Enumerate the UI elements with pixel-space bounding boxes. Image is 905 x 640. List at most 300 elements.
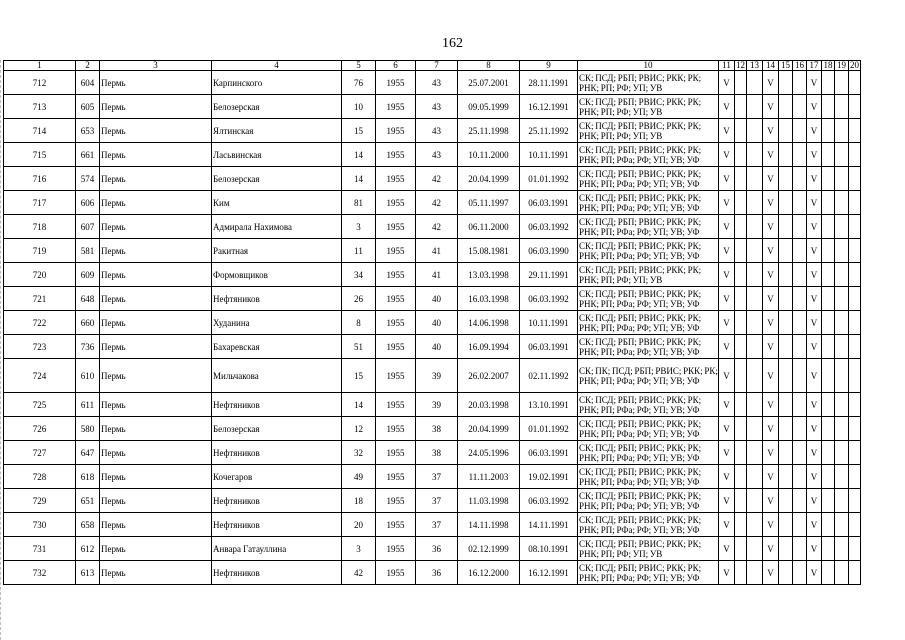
column-header-6: 6 (376, 61, 416, 71)
table-header (4, 61, 861, 71)
empty-cell-col-16 (793, 119, 807, 143)
date2-cell: 06.03.1991 (520, 191, 578, 215)
empty-cell-col-12 (735, 489, 747, 513)
column-header-8: 8 (458, 61, 520, 71)
record-id: 648 (76, 287, 100, 311)
check-mark-col-17: V (807, 441, 822, 465)
empty-cell-col-19 (835, 441, 849, 465)
check-mark-col-11: V (719, 465, 735, 489)
codes-cell: СК; ПСД; РБП; РВИС; РКК; РК; РНК; РП; РФа; РФ; УП; УВ; УФ (578, 335, 719, 359)
date1-cell: 14.11.1998 (458, 513, 520, 537)
empty-cell-col-19 (835, 513, 849, 537)
col7-cell: 40 (416, 311, 458, 335)
date1-cell: 15.08.1981 (458, 239, 520, 263)
check-mark-col-11: V (719, 417, 735, 441)
date2-cell: 06.03.1991 (520, 335, 578, 359)
year-cell: 1955 (376, 359, 416, 393)
empty-cell-col-19 (835, 489, 849, 513)
check-mark-col-11: V (719, 335, 735, 359)
table-row (4, 263, 861, 287)
check-mark-col-17: V (807, 215, 822, 239)
empty-cell-col-20 (849, 239, 861, 263)
city-cell: Пермь (100, 167, 212, 191)
street-cell: Анвара Гатауллина (212, 537, 342, 561)
empty-cell-col-20 (849, 537, 861, 561)
record-id: 604 (76, 71, 100, 95)
page-number: 162 (442, 36, 463, 51)
empty-cell-col-16 (793, 335, 807, 359)
street-cell: Белозерская (212, 95, 342, 119)
codes-cell: СК; ПСД; РБП; РВИС; РКК; РК; РНК; РП; РФа; РФ; УП; УВ; УФ (578, 513, 719, 537)
year-cell: 1955 (376, 537, 416, 561)
check-mark-col-14: V (763, 417, 779, 441)
city-cell: Пермь (100, 513, 212, 537)
row-number: 720 (4, 263, 76, 287)
empty-cell-col-19 (835, 561, 849, 585)
empty-cell-col-12 (735, 537, 747, 561)
empty-cell-col-18 (822, 239, 835, 263)
table-row (4, 143, 861, 167)
street-cell: Нефтяников (212, 513, 342, 537)
column-header-15: 15 (779, 61, 793, 71)
year-cell: 1955 (376, 191, 416, 215)
table-row (4, 441, 861, 465)
check-mark-col-17: V (807, 167, 822, 191)
date2-cell: 06.03.1991 (520, 441, 578, 465)
check-mark-col-11: V (719, 393, 735, 417)
col7-cell: 39 (416, 393, 458, 417)
empty-cell-col-19 (835, 215, 849, 239)
empty-cell-col-15 (779, 119, 793, 143)
empty-cell-col-20 (849, 95, 861, 119)
check-mark-col-17: V (807, 263, 822, 287)
table-row (4, 537, 861, 561)
year-cell: 1955 (376, 311, 416, 335)
column-header-11: 11 (719, 61, 735, 71)
empty-cell-col-15 (779, 489, 793, 513)
record-id: 609 (76, 263, 100, 287)
check-mark-col-14: V (763, 441, 779, 465)
street-cell: Нефтяников (212, 441, 342, 465)
date1-cell: 06.11.2000 (458, 215, 520, 239)
year-cell: 1955 (376, 561, 416, 585)
check-mark-col-11: V (719, 71, 735, 95)
year-cell: 1955 (376, 417, 416, 441)
city-cell: Пермь (100, 311, 212, 335)
check-mark-col-14: V (763, 311, 779, 335)
check-mark-col-17: V (807, 359, 822, 393)
date1-cell: 14.06.1998 (458, 311, 520, 335)
house-cell: 20 (342, 513, 376, 537)
record-id: 580 (76, 417, 100, 441)
col7-cell: 42 (416, 215, 458, 239)
col7-cell: 43 (416, 119, 458, 143)
empty-cell-col-18 (822, 465, 835, 489)
year-cell: 1955 (376, 143, 416, 167)
check-mark-col-11: V (719, 311, 735, 335)
empty-cell-col-19 (835, 95, 849, 119)
empty-cell-col-19 (835, 335, 849, 359)
empty-cell-col-18 (822, 489, 835, 513)
house-cell: 18 (342, 489, 376, 513)
empty-cell-col-13 (747, 239, 763, 263)
column-header-1: 1 (4, 61, 76, 71)
record-id: 581 (76, 239, 100, 263)
record-id: 658 (76, 513, 100, 537)
check-mark-col-11: V (719, 143, 735, 167)
row-number: 731 (4, 537, 76, 561)
check-mark-col-14: V (763, 143, 779, 167)
record-id: 605 (76, 95, 100, 119)
header-row (4, 61, 861, 71)
empty-cell-col-20 (849, 513, 861, 537)
codes-cell: СК; ПСД; РБП; РВИС; РКК; РК; РНК; РП; РФа; РФ; УП; УВ; УФ (578, 239, 719, 263)
street-cell: Нефтяников (212, 287, 342, 311)
codes-cell: СК; ПСД; РБП; РВИС; РКК; РК; РНК; РП; РФа; РФ; УП; УВ; УФ (578, 167, 719, 191)
record-id: 653 (76, 119, 100, 143)
date1-cell: 24.05.1996 (458, 441, 520, 465)
empty-cell-col-19 (835, 393, 849, 417)
codes-cell: СК; ПСД; РБП; РВИС; РКК; РК; РНК; РП; РФа; РФ; УП; УВ; УФ (578, 191, 719, 215)
empty-cell-col-18 (822, 167, 835, 191)
empty-cell-col-13 (747, 537, 763, 561)
check-mark-col-14: V (763, 513, 779, 537)
empty-cell-col-12 (735, 335, 747, 359)
record-id: 610 (76, 359, 100, 393)
empty-cell-col-13 (747, 191, 763, 215)
empty-cell-col-15 (779, 215, 793, 239)
check-mark-col-14: V (763, 191, 779, 215)
check-mark-col-11: V (719, 561, 735, 585)
empty-cell-col-12 (735, 167, 747, 191)
codes-cell: СК; ПСД; РБП; РВИС; РКК; РК; РНК; РП; РФа; РФ; УП; УВ; УФ (578, 393, 719, 417)
check-mark-col-17: V (807, 239, 822, 263)
house-cell: 42 (342, 561, 376, 585)
date1-cell: 25.11.1998 (458, 119, 520, 143)
empty-cell-col-12 (735, 393, 747, 417)
empty-cell-col-13 (747, 263, 763, 287)
date2-cell: 13.10.1991 (520, 393, 578, 417)
empty-cell-col-19 (835, 167, 849, 191)
col7-cell: 37 (416, 513, 458, 537)
col7-cell: 41 (416, 239, 458, 263)
house-cell: 10 (342, 95, 376, 119)
year-cell: 1955 (376, 465, 416, 489)
city-cell: Пермь (100, 359, 212, 393)
street-cell: Нефтяников (212, 561, 342, 585)
empty-cell-col-16 (793, 287, 807, 311)
empty-cell-col-13 (747, 359, 763, 393)
house-cell: 15 (342, 119, 376, 143)
check-mark-col-17: V (807, 95, 822, 119)
street-cell: Мильчакова (212, 359, 342, 393)
codes-cell: СК; ПСД; РБП; РВИС; РКК; РК; РНК; РП; РФа; РФ; УП; УВ; УФ (578, 311, 719, 335)
city-cell: Пермь (100, 561, 212, 585)
column-header-12: 12 (736, 60, 745, 70)
codes-cell: СК; ПСД; РБП; РВИС; РКК; РК; РНК; РП; РФа; РФ; УП; УВ; УФ (578, 441, 719, 465)
check-mark-col-14: V (763, 393, 779, 417)
date1-cell: 10.11.2000 (458, 143, 520, 167)
year-cell: 1955 (376, 513, 416, 537)
empty-cell-col-15 (779, 441, 793, 465)
empty-cell-col-18 (822, 561, 835, 585)
empty-cell-col-20 (849, 417, 861, 441)
date2-cell: 06.03.1992 (520, 215, 578, 239)
street-cell: Ялтинская (212, 119, 342, 143)
empty-cell-col-12 (735, 143, 747, 167)
table-row (4, 561, 861, 585)
col7-cell: 38 (416, 417, 458, 441)
empty-cell-col-19 (835, 359, 849, 393)
empty-cell-col-18 (822, 393, 835, 417)
table-row (4, 119, 861, 143)
codes-cell: СК; ПСД; РБП; РВИС; РКК; РК; РНК; РП; РФа; РФ; УП; УВ; УФ (578, 143, 719, 167)
empty-cell-col-15 (779, 239, 793, 263)
empty-cell-col-18 (822, 441, 835, 465)
house-cell: 81 (342, 191, 376, 215)
check-mark-col-14: V (763, 465, 779, 489)
record-id: 660 (76, 311, 100, 335)
check-mark-col-17: V (807, 143, 822, 167)
empty-cell-col-16 (793, 359, 807, 393)
empty-cell-col-20 (849, 561, 861, 585)
city-cell: Пермь (100, 239, 212, 263)
empty-cell-col-19 (835, 287, 849, 311)
record-id: 651 (76, 489, 100, 513)
record-id: 647 (76, 441, 100, 465)
date1-cell: 05.11.1997 (458, 191, 520, 215)
row-number: 716 (4, 167, 76, 191)
record-id: 613 (76, 561, 100, 585)
empty-cell-col-19 (835, 537, 849, 561)
empty-cell-col-15 (779, 71, 793, 95)
empty-cell-col-16 (793, 393, 807, 417)
empty-cell-col-13 (747, 335, 763, 359)
empty-cell-col-15 (779, 359, 793, 393)
house-cell: 3 (342, 215, 376, 239)
empty-cell-col-19 (835, 191, 849, 215)
check-mark-col-14: V (763, 71, 779, 95)
date1-cell: 11.11.2003 (458, 465, 520, 489)
table-row (4, 417, 861, 441)
empty-cell-col-20 (849, 335, 861, 359)
date1-cell: 09.05.1999 (458, 95, 520, 119)
check-mark-col-14: V (763, 287, 779, 311)
empty-cell-col-20 (849, 393, 861, 417)
check-mark-col-14: V (763, 215, 779, 239)
check-mark-col-14: V (763, 95, 779, 119)
date2-cell: 14.11.1991 (520, 513, 578, 537)
empty-cell-col-20 (849, 71, 861, 95)
street-cell: Бахаревская (212, 335, 342, 359)
date2-cell: 06.03.1990 (520, 239, 578, 263)
table-row (4, 489, 861, 513)
empty-cell-col-18 (822, 143, 835, 167)
house-cell: 15 (342, 359, 376, 393)
city-cell: Пермь (100, 393, 212, 417)
year-cell: 1955 (376, 489, 416, 513)
empty-cell-col-12 (735, 215, 747, 239)
col7-cell: 42 (416, 191, 458, 215)
empty-cell-col-20 (849, 311, 861, 335)
record-id: 736 (76, 335, 100, 359)
city-cell: Пермь (100, 489, 212, 513)
table-row (4, 167, 861, 191)
col7-cell: 36 (416, 561, 458, 585)
check-mark-col-17: V (807, 537, 822, 561)
empty-cell-col-13 (747, 513, 763, 537)
year-cell: 1955 (376, 441, 416, 465)
check-mark-col-11: V (719, 359, 735, 393)
city-cell: Пермь (100, 335, 212, 359)
empty-cell-col-12 (735, 465, 747, 489)
empty-cell-col-19 (835, 311, 849, 335)
empty-cell-col-13 (747, 393, 763, 417)
city-cell: Пермь (100, 95, 212, 119)
empty-cell-col-13 (747, 441, 763, 465)
date2-cell: 25.11.1992 (520, 119, 578, 143)
col7-cell: 41 (416, 263, 458, 287)
empty-cell-col-15 (779, 143, 793, 167)
empty-cell-col-12 (735, 417, 747, 441)
year-cell: 1955 (376, 119, 416, 143)
empty-cell-col-16 (793, 441, 807, 465)
check-mark-col-14: V (763, 239, 779, 263)
empty-cell-col-13 (747, 215, 763, 239)
house-cell: 14 (342, 143, 376, 167)
empty-cell-col-15 (779, 417, 793, 441)
check-mark-col-11: V (719, 489, 735, 513)
codes-cell: СК; ПСД; РБП; РВИС; РКК; РК; РНК; РП; РФа; РФ; УП; УВ; УФ (578, 561, 719, 585)
date1-cell: 13.03.1998 (458, 263, 520, 287)
col7-cell: 42 (416, 167, 458, 191)
date2-cell: 02.11.1992 (520, 359, 578, 393)
empty-cell-col-20 (849, 191, 861, 215)
date2-cell: 29.11.1991 (520, 263, 578, 287)
empty-cell-col-13 (747, 287, 763, 311)
table-row (4, 239, 861, 263)
empty-cell-col-19 (835, 119, 849, 143)
codes-cell: СК; ПСД; РБП; РВИС; РКК; РК; РНК; РП; РФ; УП; УВ (578, 95, 719, 119)
house-cell: 14 (342, 393, 376, 417)
check-mark-col-14: V (763, 561, 779, 585)
row-number: 722 (4, 311, 76, 335)
empty-cell-col-13 (747, 119, 763, 143)
row-number: 727 (4, 441, 76, 465)
date2-cell: 16.12.1991 (520, 561, 578, 585)
check-mark-col-14: V (763, 263, 779, 287)
record-id: 618 (76, 465, 100, 489)
check-mark-col-17: V (807, 561, 822, 585)
column-header-16: 16 (793, 61, 807, 71)
empty-cell-col-19 (835, 465, 849, 489)
codes-cell: СК; ПСД; РБП; РВИС; РКК; РК; РНК; РП; РФ; УП; УВ (578, 263, 719, 287)
empty-cell-col-19 (835, 239, 849, 263)
empty-cell-col-18 (822, 95, 835, 119)
street-cell: Адмирала Нахимова (212, 215, 342, 239)
table-row (4, 359, 861, 393)
row-number: 714 (4, 119, 76, 143)
empty-cell-col-20 (849, 263, 861, 287)
check-mark-col-14: V (763, 489, 779, 513)
empty-cell-col-15 (779, 263, 793, 287)
row-number: 718 (4, 215, 76, 239)
house-cell: 76 (342, 71, 376, 95)
col7-cell: 39 (416, 359, 458, 393)
street-cell: Нефтяников (212, 393, 342, 417)
col7-cell: 43 (416, 71, 458, 95)
empty-cell-col-13 (747, 417, 763, 441)
column-header-3: 3 (100, 61, 212, 71)
empty-cell-col-20 (849, 143, 861, 167)
empty-cell-col-12 (735, 191, 747, 215)
empty-cell-col-18 (822, 311, 835, 335)
empty-cell-col-18 (822, 359, 835, 393)
date2-cell: 01.01.1992 (520, 167, 578, 191)
date2-cell: 06.03.1992 (520, 287, 578, 311)
house-cell: 8 (342, 311, 376, 335)
check-mark-col-11: V (719, 167, 735, 191)
empty-cell-col-16 (793, 417, 807, 441)
street-cell: Нефтяников (212, 489, 342, 513)
record-id: 574 (76, 167, 100, 191)
city-cell: Пермь (100, 71, 212, 95)
codes-cell: СК; ПСД; РБП; РВИС; РКК; РК; РНК; РП; РФа; РФ; УП; УВ; УФ (578, 465, 719, 489)
col7-cell: 40 (416, 287, 458, 311)
check-mark-col-14: V (763, 359, 779, 393)
codes-cell: СК; ПСД; РБП; РВИС; РКК; РК; РНК; РП; РФа; РФ; УП; УВ; УФ (578, 489, 719, 513)
empty-cell-col-15 (779, 561, 793, 585)
street-cell: Худанина (212, 311, 342, 335)
empty-cell-col-15 (779, 167, 793, 191)
empty-cell-col-12 (735, 311, 747, 335)
empty-cell-col-16 (793, 71, 807, 95)
check-mark-col-17: V (807, 489, 822, 513)
col7-cell: 43 (416, 143, 458, 167)
col7-cell: 38 (416, 441, 458, 465)
empty-cell-col-13 (747, 465, 763, 489)
empty-cell-col-20 (849, 489, 861, 513)
empty-cell-col-20 (849, 215, 861, 239)
row-number: 717 (4, 191, 76, 215)
table-row (4, 513, 861, 537)
check-mark-col-17: V (807, 119, 822, 143)
empty-cell-col-12 (735, 359, 747, 393)
col7-cell: 40 (416, 335, 458, 359)
city-cell: Пермь (100, 143, 212, 167)
year-cell: 1955 (376, 335, 416, 359)
col7-cell: 37 (416, 489, 458, 513)
codes-cell: СК; ПСД; РБП; РВИС; РКК; РК; РНК; РП; РФ; УП; УВ (578, 119, 719, 143)
column-header-17: 17 (807, 61, 822, 71)
row-number: 728 (4, 465, 76, 489)
column-header-7: 7 (416, 61, 458, 71)
year-cell: 1955 (376, 239, 416, 263)
empty-cell-col-16 (793, 143, 807, 167)
codes-cell: СК; ПСД; РБП; РВИС; РКК; РК; РНК; РП; РФа; РФ; УП; УВ; УФ (578, 287, 719, 311)
street-cell: Формовщиков (212, 263, 342, 287)
empty-cell-col-20 (849, 167, 861, 191)
house-cell: 11 (342, 239, 376, 263)
empty-cell-col-15 (779, 287, 793, 311)
row-number: 715 (4, 143, 76, 167)
check-mark-col-17: V (807, 393, 822, 417)
empty-cell-col-15 (779, 465, 793, 489)
date1-cell: 16.09.1994 (458, 335, 520, 359)
date1-cell: 11.03.1998 (458, 489, 520, 513)
check-mark-col-11: V (719, 263, 735, 287)
date1-cell: 16.12.2000 (458, 561, 520, 585)
